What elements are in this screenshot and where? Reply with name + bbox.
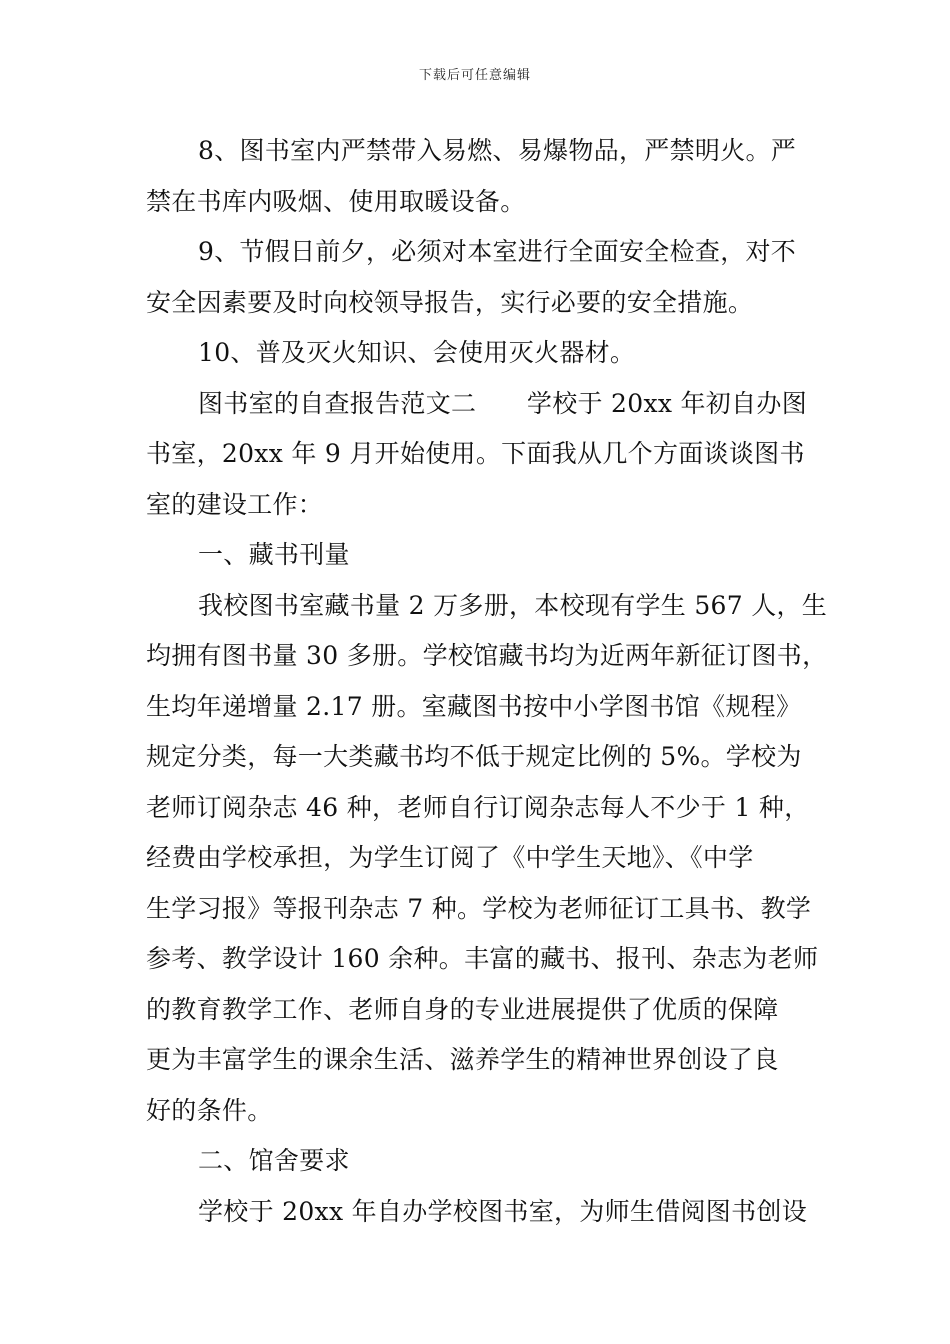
body-line: 参考、教学设计 160 余种。丰富的藏书、报刊、杂志为老师	[146, 944, 819, 973]
body-line: 好的条件。	[146, 1095, 273, 1125]
body-line: 禁在书库内吸烟、使用取暖设备。	[146, 186, 526, 216]
body-line: 的教育教学工作、老师自身的专业进展提供了优质的保障	[146, 994, 779, 1024]
body-line: 更为丰富学生的课余生活、滋养学生的精神世界创设了良	[146, 1045, 779, 1074]
body-line: 安全因素要及时向校领导报告，实行必要的安全措施。	[146, 287, 754, 317]
body-line: 9、节假日前夕，必须对本室进行全面安全检查，对不	[198, 237, 797, 266]
body-line: 8、图书室内严禁带入易燃、易爆物品，严禁明火。严	[198, 136, 797, 165]
body-line: 书室，20xx 年 9 月开始使用。下面我从几个方面谈谈图书	[146, 439, 805, 468]
body-line: 规定分类，每一大类藏书均不低于规定比例的 5%。学校为	[146, 742, 802, 771]
body-line: 我校图书室藏书量 2 万多册，本校现有学生 567 人，生	[198, 590, 828, 620]
body-line: 生均年递增量 2.17 册。室藏图书按中小学图书馆《规程》	[146, 691, 802, 721]
body-line: 经费由学校承担，为学生订阅了《中学生天地》、《中学	[146, 843, 754, 872]
body-line: 10、普及灭火知识、会使用灭火器材。	[198, 338, 636, 367]
document-body	[146, 126, 828, 1237]
body-line: 生学习报》等报刊杂志 7 种。学校为老师征订工具书、教学	[146, 893, 812, 923]
body-line: 老师订阅杂志 46 种，老师自行订阅杂志每人不少于 1 种，	[146, 792, 810, 822]
subsection-heading: 二、馆舍要求	[198, 1146, 350, 1175]
body-line: 室的建设工作：	[146, 489, 324, 519]
subsection-heading: 一、藏书刊量	[198, 540, 350, 569]
section-heading-line: 图书室的自查报告范文二 学校于 20xx 年初自办图	[198, 388, 808, 418]
body-line: 均拥有图书量 30 多册。学校馆藏书均为近两年新征订图书，	[146, 641, 828, 670]
page-header: 下载后可任意编辑	[418, 68, 531, 83]
body-line: 学校于 20xx 年自办学校图书室，为师生借阅图书创设	[198, 1196, 808, 1226]
